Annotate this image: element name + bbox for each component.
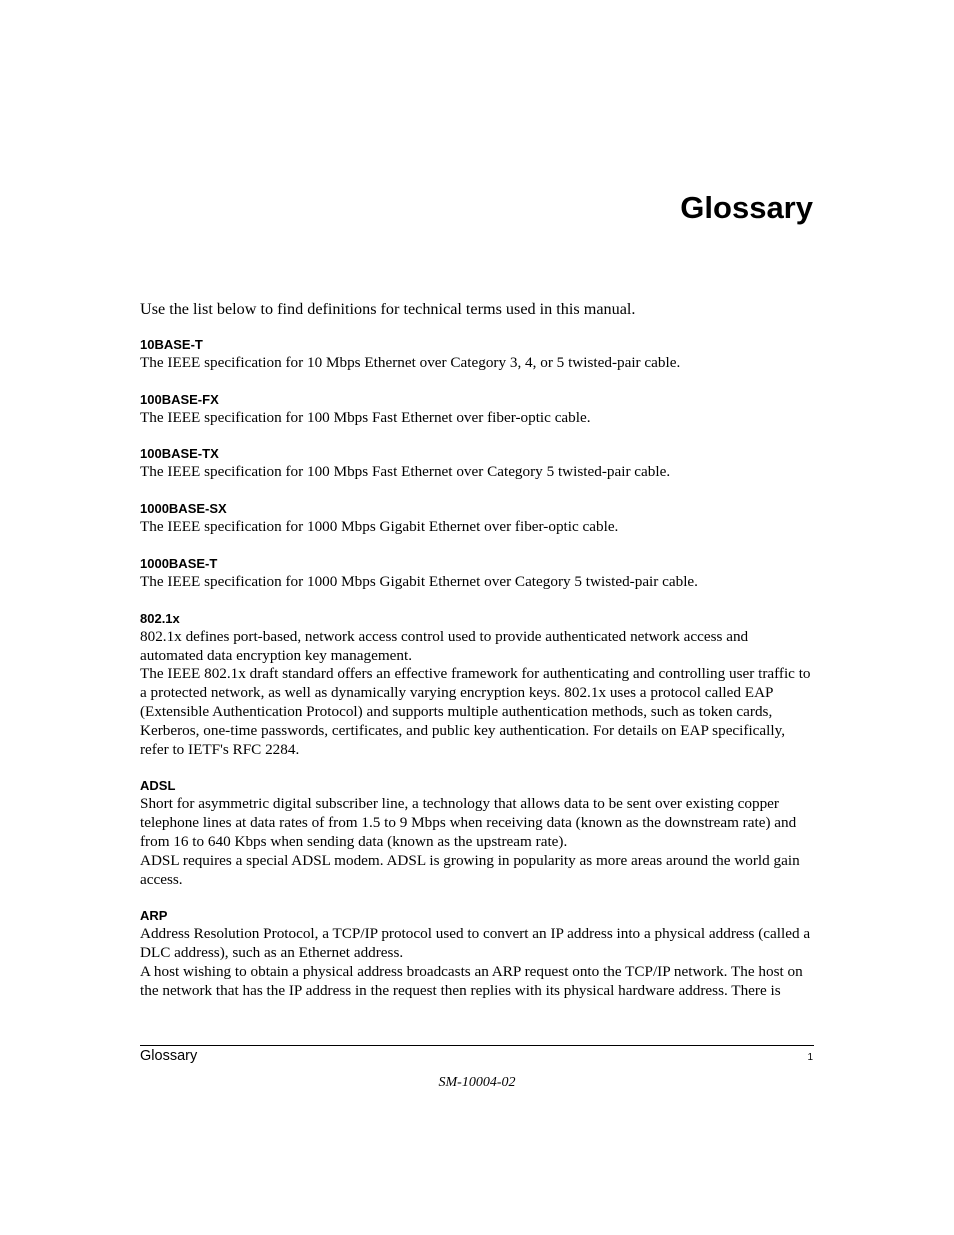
glossary-term: 10BASE-T xyxy=(140,336,203,352)
glossary-definition: 802.1x defines port-based, network access control used to provide authenticated network access and automated data encryption key management. xyxy=(140,627,749,664)
glossary-definition: The IEEE specification for 1000 Mbps Gigabit Ethernet over fiber-optic cable. xyxy=(140,518,619,536)
glossary-body xyxy=(140,300,815,1019)
glossary-term: 802.1x xyxy=(140,610,180,626)
glossary-term: ARP xyxy=(140,908,168,924)
glossary-entry xyxy=(140,907,815,1000)
document-number: SM-10004-02 xyxy=(438,1075,516,1090)
glossary-entry xyxy=(140,777,815,889)
glossary-term: 100BASE-TX xyxy=(140,446,219,462)
glossary-definition: The IEEE specification for 100 Mbps Fast Ethernet over fiber-optic cable. xyxy=(140,408,591,426)
intro-text: Use the list below to find definitions for technical terms used in this manual. xyxy=(140,300,636,318)
glossary-entry xyxy=(140,610,815,760)
glossary-term: 1000BASE-T xyxy=(140,555,218,571)
footer-divider xyxy=(140,1045,814,1046)
footer-section-name: Glossary xyxy=(140,1048,198,1064)
glossary-entry xyxy=(140,336,815,373)
glossary-definition: Address Resolution Protocol, a TCP/IP protocol used to convert an IP address into a physical address (called a DLC address), such as an Ethernet address. xyxy=(140,925,811,962)
glossary-term: 100BASE-FX xyxy=(140,391,219,407)
page-title: Glossary xyxy=(680,190,813,225)
glossary-definition: Short for asymmetric digital subscriber line, a technology that allows data to be sent over existing copper telephone lines at data rates of from 1.5 to 9 Mbps when receiving data (known as the downstream rate) and from 16 to 640 Kbps when sending data (known as the upstream rate). xyxy=(140,795,797,850)
glossary-entry xyxy=(140,555,815,592)
footer-page-number: 1 xyxy=(807,1052,813,1063)
glossary-definition: The IEEE 802.1x draft standard offers an effective framework for authenticating and controlling user traffic to a protected network, as well as dynamically varying encryption keys. 802.1x uses a protocol called EAP (Extensible Authentication Protocol) and supports multiple authentication methods, such as token cards, Kerberos, one-time passwords, certificates, and public key authentication. For details on EAP specifically, refer to IETF's RFC 2284. xyxy=(140,665,811,758)
glossary-entry xyxy=(140,445,815,482)
glossary-definition: The IEEE specification for 1000 Mbps Gigabit Ethernet over Category 5 twisted-pair cable. xyxy=(140,572,698,590)
glossary-definition: The IEEE specification for 100 Mbps Fast Ethernet over Category 5 twisted-pair cable. xyxy=(140,463,671,481)
glossary-term: 1000BASE-SX xyxy=(140,501,227,517)
glossary-entry xyxy=(140,500,815,537)
glossary-entry xyxy=(140,391,815,428)
glossary-definition: The IEEE specification for 10 Mbps Ethernet over Category 3, 4, or 5 twisted-pair cable. xyxy=(140,353,681,371)
glossary-definition: A host wishing to obtain a physical address broadcasts an ARP request onto the TCP/IP network. The host on the network that has the IP address in the request then replies with its physical hardware address. There is xyxy=(140,962,803,999)
glossary-definition: ADSL requires a special ADSL modem. ADSL is growing in popularity as more areas around the world gain access. xyxy=(140,851,800,888)
glossary-term: ADSL xyxy=(140,778,176,794)
